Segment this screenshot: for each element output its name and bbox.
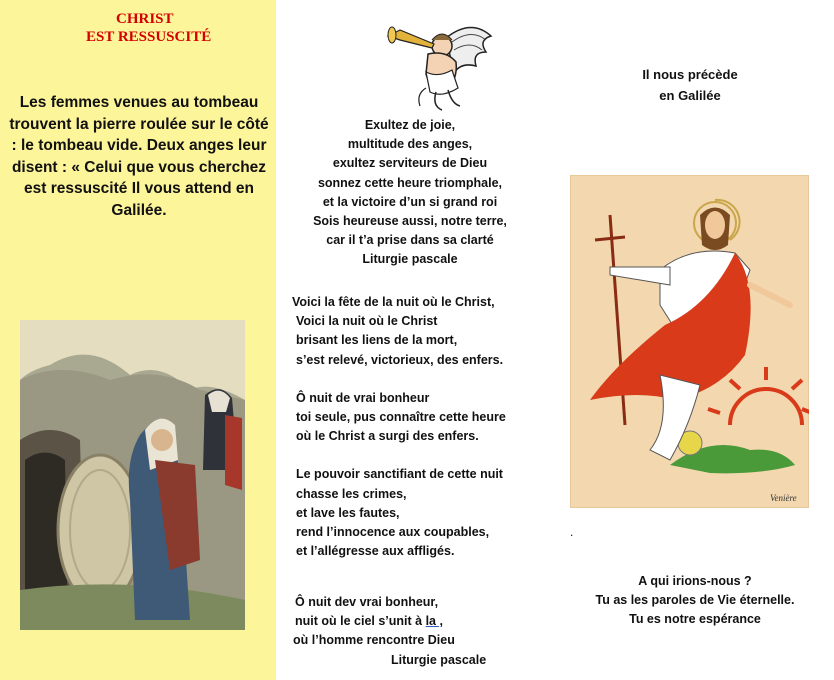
- verse-line: sonnez cette heure triomphale,: [317, 175, 503, 190]
- verse-line: où l’homme rencontre Dieu: [293, 633, 455, 648]
- heading-line-2: en Galilée: [659, 88, 721, 103]
- closing-line: Tu es notre espérance: [629, 612, 761, 627]
- verse-line: Ô nuit dev vrai bonheur,: [295, 595, 439, 609]
- verse-line: et l’allégresse aux affligés.: [296, 544, 455, 559]
- verse-line: Ô nuit de vrai bonheur: [296, 390, 430, 405]
- source-label: Liturgie pascale: [391, 652, 487, 667]
- right-heading: [620, 64, 760, 106]
- verse-line: Exultez de joie,: [364, 118, 456, 132]
- verse-text: nuit où le ciel s’unit à: [295, 614, 426, 629]
- title-line-1: CHRIST: [116, 11, 174, 27]
- risen-christ-painting: [570, 175, 809, 508]
- easter-vigil-text: [292, 293, 532, 561]
- verse-line: toi seule, pus connaître cette heure: [296, 410, 506, 425]
- closing-text: [580, 572, 810, 630]
- stray-dot: .: [570, 525, 574, 539]
- verse-line: et la victoire d’un si grand roi: [322, 194, 498, 209]
- source-label: Liturgie pascale: [362, 252, 458, 267]
- verse-line: où le Christ a surgi des enfers.: [296, 429, 479, 444]
- verse-line: et lave les fautes,: [296, 505, 400, 520]
- closing-line: A qui irions-nous ?: [638, 574, 752, 588]
- verse-line: multitude des anges,: [347, 137, 473, 152]
- tomb-paragraph: Les femmes venues au tombeau trouvent la pierre roulée sur le côté : le tombeau vide. Deux anges leur disent : « Celui que vous cherchez est ressuscité Il vous attend en Galilée.: [9, 94, 269, 219]
- verse-line: s’est relevé, victorieux, des enfers.: [296, 352, 504, 367]
- title-line-2: EST RESSUSCITÉ: [86, 29, 212, 45]
- verse-line: chasse les crimes,: [296, 486, 407, 501]
- verse-line: [293, 612, 533, 631]
- verse-line: car il t’a prise dans sa clarté: [326, 233, 494, 248]
- verse-line: Voici la nuit où le Christ: [296, 314, 438, 329]
- verse-line: Sois heureuse aussi, notre terre,: [313, 214, 507, 229]
- final-stanza: [293, 593, 533, 670]
- page-title: [86, 10, 211, 46]
- verse-line: exultez serviteurs de Dieu: [332, 156, 488, 171]
- verse-line: rend l’innocence aux coupables,: [296, 525, 490, 540]
- trumpet-angel-image: [386, 18, 496, 113]
- verse-line: Le pouvoir sanctifiant de cette nuit: [296, 467, 503, 482]
- verse-line: Voici la fête de la nuit où le Christ,: [292, 295, 495, 309]
- painter-signature: Venière: [770, 493, 797, 503]
- closing-line: Tu as les paroles de Vie éternelle.: [595, 593, 795, 608]
- underlined-text: la ,: [425, 614, 443, 629]
- verse-line: brisant les liens de la mort,: [296, 333, 458, 348]
- exultet-hymn: [300, 116, 520, 270]
- heading-line-1: Il nous précède: [642, 67, 738, 82]
- empty-tomb-painting: [20, 320, 245, 630]
